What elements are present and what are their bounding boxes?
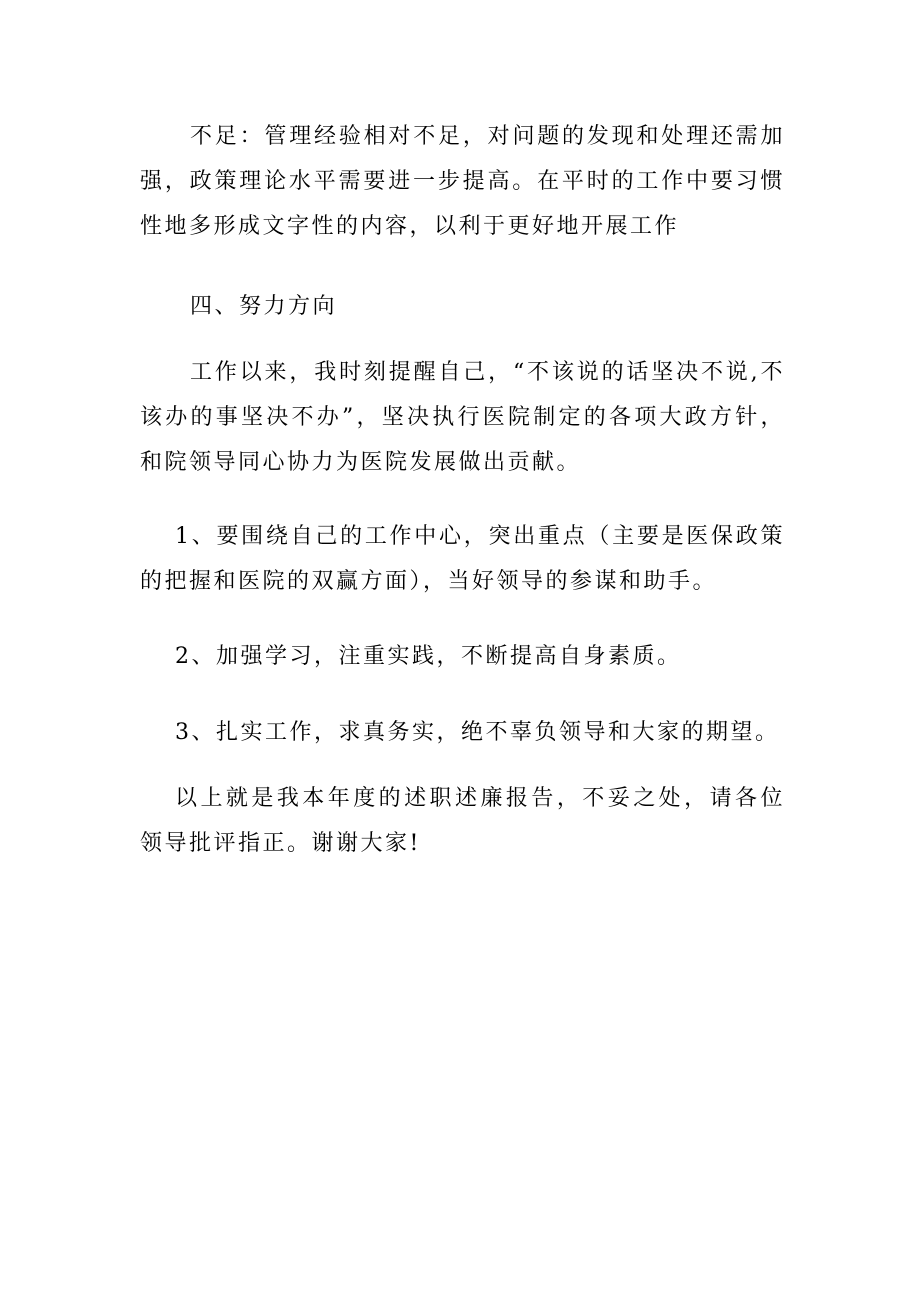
paragraph-self-reminder: 工作以来，我时刻提醒自己，“不该说的话坚决不说,不该办的事坚决不办”，坚决执行医院制定的各项大政方针，和院领导同心协力为医院发展做出贡献。 (140, 360, 785, 475)
list-item-2: 2、加强学习，注重实践，不断提高自身素质。 (175, 644, 682, 669)
section-heading-direction: 四、努力方向 (190, 294, 338, 319)
list-item-1: 1、要围绕自己的工作中心，突出重点（主要是医保政策的把握和医院的双赢方面），当好领导的参谋和助手。 (140, 524, 785, 594)
paragraph-closing: 以上就是我本年度的述职述廉报告，不妥之处，请各位领导批评指正。谢谢大家! (140, 786, 785, 856)
list-item-3: 3、扎实工作，求真务实，绝不辜负领导和大家的期望。 (175, 720, 780, 745)
paragraph-shortcomings: 不足：管理经验相对不足，对问题的发现和处理还需加强，政策理论水平需要进一步提高。在平时的工作中要习惯性地多形成文字性的内容，以利于更好地开展工作 (140, 124, 785, 239)
